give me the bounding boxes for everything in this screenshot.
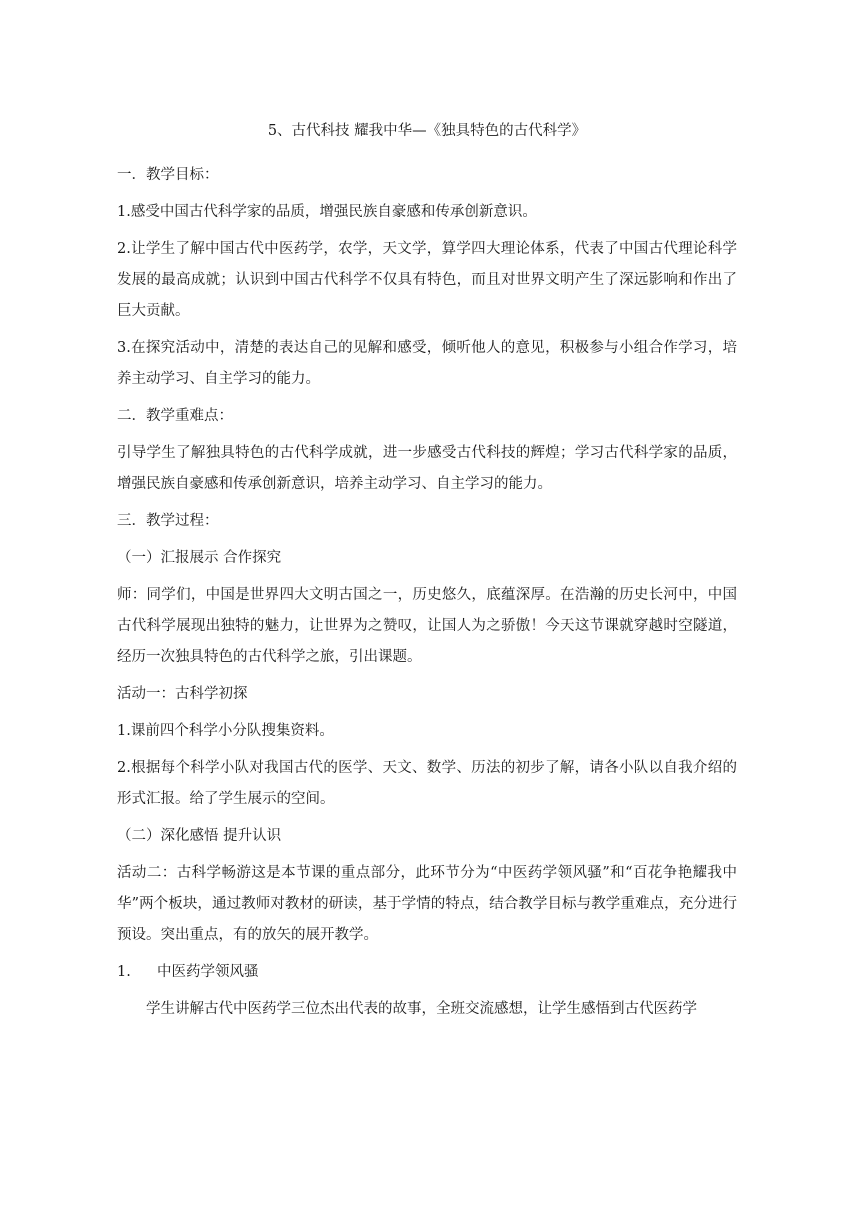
activity-two-text: 活动二：古科学畅游这是本节课的重点部分，此环节分为“中医药学领风骚”和“百花争艳耀我中华”两个板块，通过教师对教材的研读，基于学情的特点，结合教学目标与教学重难点，充分进行预设。突出重点，有的放矢的展开教学。 <box>117 865 737 943</box>
activity-one-item-2: 2.根据每个科学小队对我国古代的医学、天文、数学、历法的初步了解，请各小队以自我介绍的形式汇报。给了学生展示的空间。 <box>117 760 737 807</box>
document-title: 5、古代科技 耀我中华—《独具特色的古代科学》 <box>267 123 587 139</box>
document-body <box>117 116 737 1025</box>
section-heading-key-points: 二．教学重难点： <box>117 408 233 424</box>
part-heading-2: （二）深化感悟 提升认识 <box>117 828 282 844</box>
medicine-text: 学生讲解古代中医药学三位杰出代表的故事，全班交流感想，让学生感悟到古代医药学 <box>146 1001 697 1017</box>
part-heading-1: （一）汇报展示 合作探究 <box>117 550 282 566</box>
activity-one-heading: 活动一：古科学初探 <box>117 686 248 702</box>
objective-item-3: 3.在探究活动中，清楚的表达自己的见解和感受，倾听他人的意见，积极参与小组合作学习，培养主动学习、自主学习的能力。 <box>117 340 737 387</box>
subsection-title: 中医药学领风骚 <box>157 964 259 980</box>
objective-item-1: 1.感受中国古代科学家的品质，增强民族自豪感和传承创新意识。 <box>117 204 537 220</box>
section-heading-process: 三．教学过程： <box>117 513 219 529</box>
activity-one-item-1: 1.课前四个科学小分队搜集资料。 <box>117 723 334 739</box>
subsection-heading-medicine <box>117 957 737 988</box>
teacher-intro-text: 师：同学们，中国是世界四大文明古国之一，历史悠久，底蕴深厚。在浩瀚的历史长河中，中国古代科学展现出独特的魅力，让世界为之赞叹，让国人为之骄傲！今天这节课就穿越时空隧道，经历一次独具特色的古代科学之旅，引出课题。 <box>117 587 737 665</box>
key-points-text: 引导学生了解独具特色的古代科学成就，进一步感受古代科技的辉煌；学习古代科学家的品质，增强民族自豪感和传承创新意识，培养主动学习、自主学习的能力。 <box>117 445 737 492</box>
objective-item-2: 2.让学生了解中国古代中医药学，农学，天文学，算学四大理论体系，代表了中国古代理论科学发展的最高成就；认识到中国古代科学不仅具有特色，而且对世界文明产生了深远影响和作出了巨大贡献。 <box>117 241 737 319</box>
subsection-number: 1. <box>117 964 131 980</box>
section-heading-objectives: 一．教学目标： <box>117 167 219 183</box>
